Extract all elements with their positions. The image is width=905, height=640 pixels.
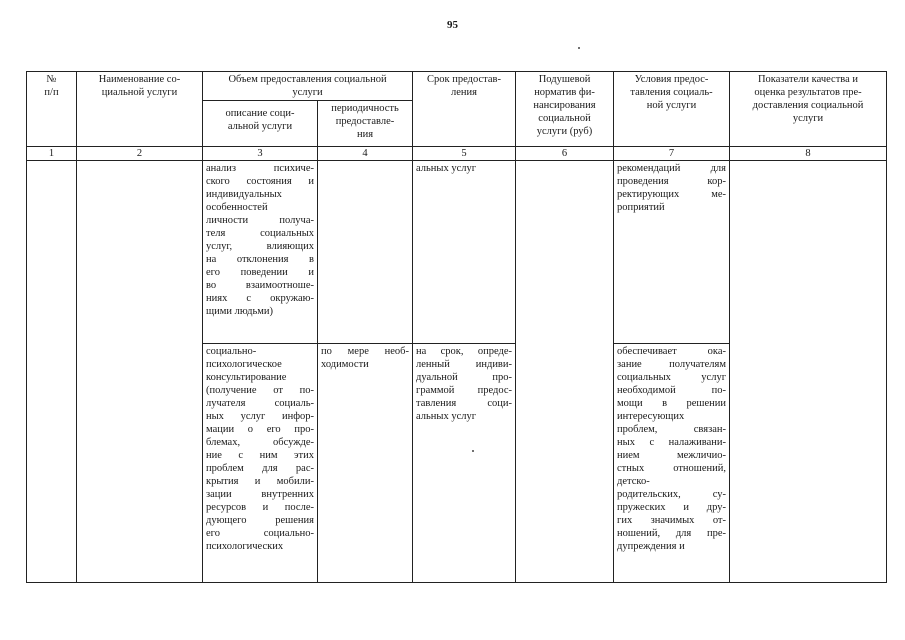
text-line: стных отношений, (617, 463, 727, 474)
header-number-lines (30, 73, 73, 99)
text-line: пружеских и дру- (617, 502, 727, 513)
header-description (203, 101, 318, 147)
header-norm (516, 72, 614, 147)
column-number: 3 (203, 147, 318, 161)
text-line: услуг, влияющих (206, 241, 314, 252)
text-line: ресурсов и после- (206, 502, 314, 513)
text-line: ходимости (321, 359, 369, 370)
text-line: периодичность (331, 103, 399, 114)
page-number: 95 (447, 19, 458, 31)
text-line: ния (356, 129, 374, 140)
text-line: дующего решения (206, 515, 314, 526)
header-service-name-lines (80, 73, 199, 99)
text-line: альной услуги (227, 121, 293, 132)
text-line: тавления социаль- (630, 87, 713, 98)
text-line: ной услуги (646, 100, 697, 111)
text-line: оценка результатов пре- (754, 87, 862, 98)
text-line: ношений, для пре- (617, 528, 727, 539)
table-row (27, 161, 887, 344)
text-line: рекомендаций для (617, 163, 727, 174)
text-line: его поведении и (206, 267, 314, 278)
text-line: необходимой по- (617, 385, 727, 396)
text-line: альных услуг (416, 163, 477, 174)
text-line: альных услуг (416, 411, 477, 422)
text-line: (получение от по- (206, 385, 314, 396)
text-line: особенностей (206, 202, 268, 213)
text-line: ных услуг инфор- (206, 411, 314, 422)
text-line: тавления соци- (416, 398, 513, 409)
text-line: описание соци- (225, 108, 295, 119)
cell-term (413, 344, 516, 583)
column-number: 6 (516, 147, 614, 161)
text-line: родительских, су- (617, 489, 727, 500)
text-line: гих значимых от- (617, 515, 727, 526)
cell-quality (730, 161, 887, 583)
header-volume-lines (206, 73, 409, 99)
text-line: социально- (206, 346, 257, 357)
text-line: проведения кор- (617, 176, 727, 187)
text-line: Условия предос- (634, 74, 709, 85)
column-number: 2 (77, 147, 203, 161)
text-line: крытия и мобили- (206, 476, 314, 487)
header-periodicity-lines (321, 102, 409, 141)
text-line: услуги (руб) (536, 126, 593, 137)
text-line: дуальной про- (416, 372, 513, 383)
text-line: лучателя социаль- (206, 398, 314, 409)
text-line: услуги (792, 113, 824, 124)
text-line: нансирования (533, 100, 596, 111)
text-line: проблем для рас- (206, 463, 314, 474)
text-line: теля социальных (206, 228, 314, 239)
text-line: роприятий (617, 202, 665, 213)
column-number: 4 (318, 147, 413, 161)
text-line: зание получателям (617, 359, 727, 370)
text-line: Наименование со- (98, 74, 181, 85)
header-conditions (614, 72, 730, 147)
text-line: социальной (538, 113, 591, 124)
text-line: личности получа- (206, 215, 314, 226)
column-number: 8 (730, 147, 887, 161)
text-line: норматив фи- (534, 87, 595, 98)
cell-term (413, 161, 516, 344)
header-quality (730, 72, 887, 147)
text-line: во взаимоотноше- (206, 280, 314, 291)
header-norm-lines (519, 73, 610, 138)
column-number: 1 (27, 147, 77, 161)
text-line: п/п (44, 87, 59, 98)
text-line: ниях с окружаю- (206, 293, 314, 304)
text-line: ние с ним этих (206, 450, 314, 461)
cell-conditions (614, 344, 730, 583)
cell-norm (516, 161, 614, 583)
text-line: его социально- (206, 528, 314, 539)
text-line: проблем, связан- (617, 424, 727, 435)
text-line: по мере необ- (321, 346, 410, 357)
text-line: циальной услуги (101, 87, 178, 98)
text-line: на срок, опреде- (416, 346, 513, 357)
header-description-lines (206, 107, 314, 133)
text-line: психологическое (206, 359, 282, 370)
services-table (26, 71, 887, 583)
cell-conditions (614, 161, 730, 344)
header-conditions-lines (617, 73, 726, 112)
text-line: Показатели качества и (757, 74, 859, 85)
header-service-name (77, 72, 203, 147)
text-line: ления (451, 87, 477, 98)
text-line: интересующих (617, 411, 685, 422)
cell-service-name (77, 161, 203, 583)
text-line: ского состояния и (206, 176, 314, 187)
text-line: щими людьми) (206, 306, 274, 317)
text-line: индивидуальных (206, 189, 282, 200)
header-volume (203, 72, 413, 101)
text-line: Срок предостав- (427, 74, 501, 85)
text-line: анализ психиче- (206, 163, 314, 174)
header-term (413, 72, 516, 147)
cell-periodicity (318, 161, 413, 344)
cell-description (203, 344, 318, 583)
text-line: № (46, 74, 57, 85)
text-line: психологических (206, 541, 284, 552)
text-line: детско- (617, 476, 650, 487)
column-number: 7 (614, 147, 730, 161)
column-number: 5 (413, 147, 516, 161)
text-line: услуги (292, 87, 323, 98)
text-line: дупреждения и (617, 541, 685, 552)
header-periodicity (318, 101, 413, 147)
text-line: нием межличио- (617, 450, 727, 461)
text-line: предоставле- (335, 116, 395, 127)
text-line: ленный индиви- (416, 359, 513, 370)
text-line: зации внутренних (206, 489, 314, 500)
text-line: обеспечивает ока- (617, 346, 727, 357)
text-line: ных с налаживани- (617, 437, 727, 448)
text-line: ректирующих ме- (617, 189, 727, 200)
cell-description (203, 161, 318, 344)
text-line: граммой предос- (416, 385, 513, 396)
text-line: консультирование (206, 372, 287, 383)
text-line: блемах, обсужде- (206, 437, 314, 448)
text-line: мации о его про- (206, 424, 314, 435)
cell-periodicity (318, 344, 413, 583)
text-line: доставления социальной (752, 100, 864, 111)
text-line: на отклонения в (206, 254, 314, 265)
text-line: Подушевой (538, 74, 591, 85)
header-term-lines (416, 73, 512, 99)
header-quality-lines (733, 73, 883, 125)
text-line: Объем предоставления социальной (228, 74, 387, 85)
text-line: мощи в решении (617, 398, 727, 409)
stray-mark (578, 47, 580, 49)
header-number (27, 72, 77, 147)
text-line: социальных услуг (617, 372, 727, 383)
cell-number (27, 161, 77, 583)
